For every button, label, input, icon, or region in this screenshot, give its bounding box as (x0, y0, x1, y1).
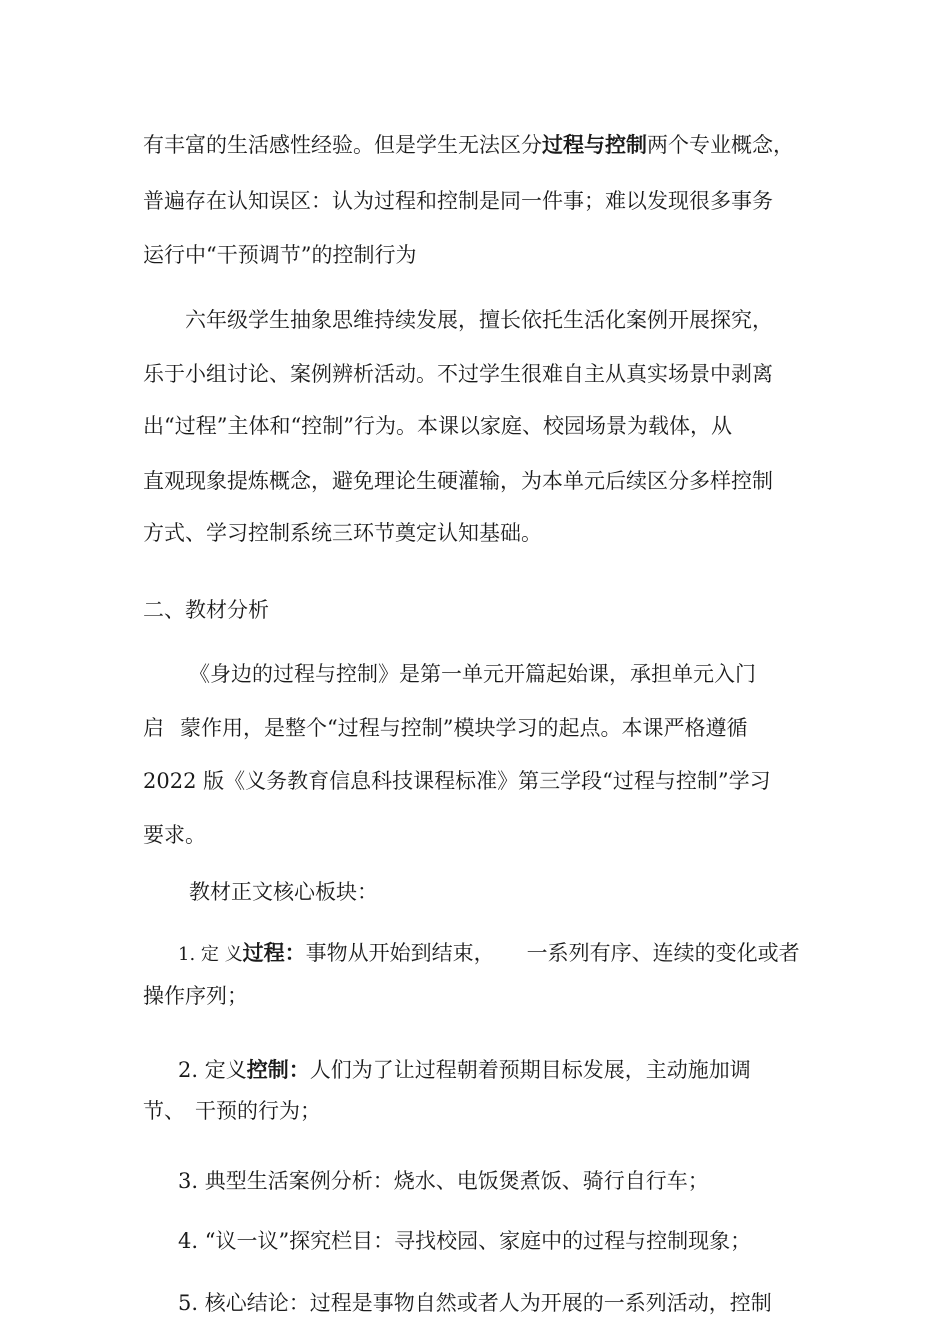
paragraph-line: 乐于小组讨论、案例辨析活动。不过学生很难自主从真实场景中剥离 (143, 362, 773, 386)
paragraph-line: 2022 版《义务教育信息科技课程标准》第三学段“过程与控制”学习 (143, 769, 771, 793)
text-run: 有丰富的生活感性经验。但是学生无法区分 (143, 133, 542, 157)
paragraph-line (143, 131, 794, 159)
paragraph-line: 要求。 (143, 823, 206, 847)
list-item: 3. 典型生活案例分析：烧水、电饭煲煮饭、骑行自行车； (178, 1169, 709, 1193)
paragraph-line: 普遍存在认知误区：认为过程和控制是同一件事；难以发现很多事务 (143, 189, 773, 213)
bold-term: 过程与控制 (542, 133, 647, 157)
bold-term: 控制： (246, 1058, 310, 1082)
paragraph-line (143, 714, 747, 742)
list-item: 5. 核心结论：过程是事物自然或者人为开展的一系列活动，控制 (178, 1291, 772, 1315)
text-run: 两个专业概念， (647, 133, 794, 157)
paragraph-line: 教材正文核心板块： (189, 880, 378, 904)
section-heading: 二、教材分析 (143, 598, 269, 622)
paragraph-line: 方式、学习控制系统三环节奠定认知基础。 (143, 521, 542, 545)
paragraph-line: 出“过程”主体和“控制”行为。本课以家庭、校园场景为载体，从 (143, 414, 732, 438)
bold-term: 过程： (242, 941, 306, 965)
text-run: 蒙作用，是整个“过程与控制”模块学习的起点。本课严格遵循 (180, 716, 748, 740)
paragraph-line: 《身边的过程与控制》是第一单元开篇起始课，承担单元入门 (189, 662, 756, 686)
text-run: 一系列有序、连续的变化或者 (526, 941, 800, 965)
paragraph-line: 操作序列； (143, 984, 248, 1008)
paragraph-line: 直观现象提炼概念，避免理论生硬灌输，为本单元后续区分多样控制 (143, 469, 773, 493)
paragraph-line (143, 1097, 321, 1125)
paragraph-line: 六年级学生抽象思维持续发展，擅长依托生活化案例开展探究， (185, 308, 773, 332)
list-marker: 1. 定 义 (178, 944, 243, 965)
paragraph-line: 运行中“干预调节”的控制行为 (143, 243, 417, 267)
text-run: 事物从开始到结束， (305, 941, 495, 965)
text-run: 人们为了让过程朝着预期目标发展，主动施加调 (309, 1058, 751, 1082)
list-item (178, 1056, 751, 1084)
list-item: 4. “议一议”探究栏目：寻找校园、家庭中的过程与控制现象； (178, 1229, 752, 1253)
text-run: 干预的行为； (195, 1099, 321, 1123)
text-run: 启 (143, 716, 164, 740)
list-marker: 2. 定义 (178, 1058, 247, 1082)
text-run: 节、 (143, 1099, 185, 1123)
list-item (178, 939, 800, 969)
